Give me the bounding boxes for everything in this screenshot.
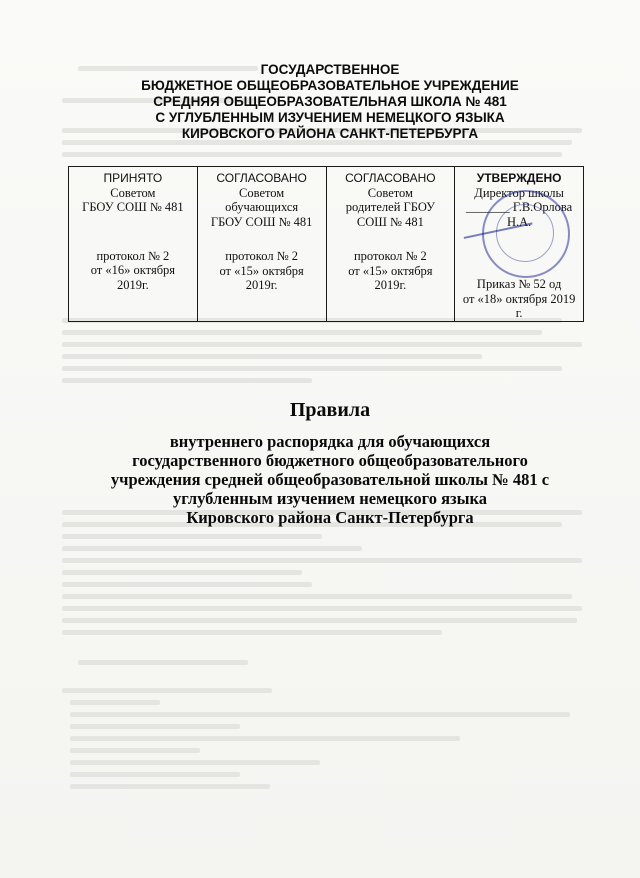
approval-body-line: ГБОУ СОШ № 481 xyxy=(82,200,184,214)
header-line: БЮДЖЕТНОЕ ОБЩЕОБРАЗОВАТЕЛЬНОЕ УЧРЕЖДЕНИЕ xyxy=(141,78,519,93)
approval-body-line: Советом xyxy=(110,185,156,200)
document-subtitle-line: государственного бюджетного общеобразовательного xyxy=(132,451,528,470)
header-line: С УГЛУБЛЕННЫМ ИЗУЧЕНИЕМ НЕМЕЦКОГО ЯЗЫКА xyxy=(155,110,505,125)
approval-year: 2019г. xyxy=(116,277,149,292)
approval-date: от «15» октября xyxy=(348,263,433,278)
approval-cell-students-council xyxy=(197,167,326,322)
approval-protocol: протокол № 2 xyxy=(353,249,427,263)
approval-cell-parents-council xyxy=(326,167,455,322)
approval-year: 2019г. xyxy=(245,278,278,292)
document-title: Правила xyxy=(289,399,371,421)
header-line: СРЕДНЯЯ ОБЩЕОБРАЗОВАТЕЛЬНАЯ ШКОЛА № 481 xyxy=(153,94,507,109)
approval-title: УТВЕРЖДЕНО xyxy=(476,171,562,185)
approval-protocol: протокол № 2 xyxy=(96,248,170,263)
approval-body-line: Директор школы xyxy=(474,185,564,200)
approval-cell-accepted xyxy=(69,167,198,322)
approval-title: СОГЛАСОВАНО xyxy=(345,171,436,185)
document-subtitle-line: внутреннего распорядка для обучающихся xyxy=(169,432,491,451)
approval-body-line: _______ Г.В.Орлова Н.А. xyxy=(466,200,573,229)
document-subtitle-line: учреждения средней общеобразовательной школы № 481 с xyxy=(110,470,550,489)
approval-body-line: родителей ГБОУ xyxy=(345,200,436,214)
approval-title: ПРИНЯТО xyxy=(103,171,163,185)
approval-body-line: Советом xyxy=(367,185,413,200)
approval-year: 2019г. xyxy=(374,278,407,292)
document-title-block xyxy=(60,398,600,527)
approval-body-line: ГБОУ СОШ № 481 xyxy=(210,214,313,229)
approval-title: СОГЛАСОВАНО xyxy=(216,171,307,185)
approval-body-line: Советом xyxy=(239,185,285,200)
approval-date: от «18» октября 2019 г. xyxy=(462,291,576,320)
document-subtitle-line: Кировского района Санкт-Петербурга xyxy=(186,508,474,527)
approval-body-line: СОШ № 481 xyxy=(356,214,424,229)
approval-date: от «16» октября xyxy=(90,263,176,277)
document-subtitle-line: углубленным изучением немецкого языка xyxy=(172,489,488,508)
header-line: КИРОВСКОГО РАЙОНА САНКТ-ПЕТЕРБУРГА xyxy=(181,126,479,141)
approval-body-line: обучающихся xyxy=(225,200,299,214)
organization-header xyxy=(70,62,590,142)
approval-date: от «15» октября xyxy=(219,263,304,278)
header-line: ГОСУДАРСТВЕННОЕ xyxy=(260,62,400,77)
approval-order: Приказ № 52 од xyxy=(476,277,562,291)
approval-protocol: протокол № 2 xyxy=(225,249,298,263)
